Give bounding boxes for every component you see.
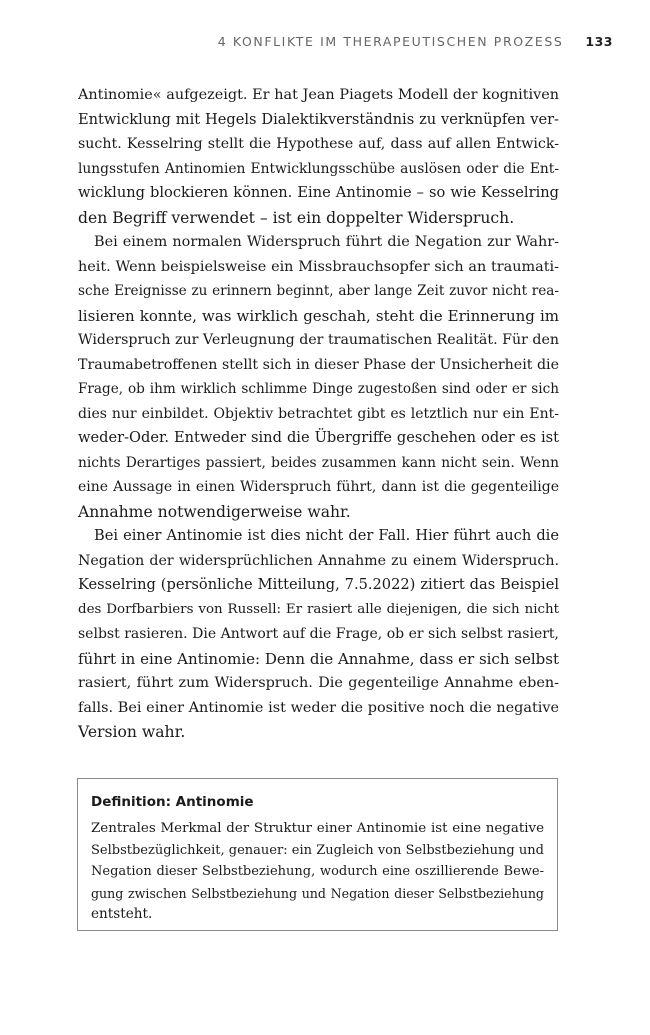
- definition-text: [91, 818, 544, 926]
- text-line: Bei einem normalen Widerspruch führt die Negation zur Wahr-: [94, 234, 559, 250]
- body-text: [78, 83, 559, 745]
- definition-line: entsteht.: [91, 906, 153, 922]
- text-line: wicklung blockieren können. Eine Antinomie – so wie Kesselring: [78, 184, 559, 201]
- text-line: sucht. Kesselring stellt die Hypothese auf, dass auf allen Entwick-: [78, 136, 559, 152]
- text-line: Annahme notwendigerweise wahr.: [78, 502, 351, 521]
- text-line: lungsstufen Antinomien Entwicklungsschübe auslösen oder die Ent-: [78, 160, 559, 177]
- text-line: Version wahr.: [78, 723, 186, 741]
- text-line: Antinomie« aufgezeigt. Er hat Jean Piagets Modell der kognitiven: [78, 87, 559, 103]
- text-line: eine Aussage in einen Widerspruch führt, dann ist die gegenteilige: [78, 479, 559, 495]
- definition-line: Selbstbezüglichkeit, genauer: ein Zugleich von Selbstbeziehung und: [91, 842, 544, 858]
- text-line: Kesselring (persönliche Mitteilung, 7.5.2022) zitiert das Beispiel: [78, 576, 559, 593]
- text-line: Bei einer Antinomie ist dies nicht der Fall. Hier führt auch die: [94, 527, 559, 544]
- text-line: dies nur einbildet. Objektiv betrachtet gibt es letztlich nur ein Ent-: [78, 405, 559, 422]
- text-line: falls. Bei einer Antinomie ist weder die positive noch die negative: [78, 699, 559, 716]
- definition-line: Negation dieser Selbstbeziehung, wodurch eine oszillierende Bewe-: [91, 864, 544, 879]
- chapter-title: 4 KONFLIKTE IM THERAPEUTISCHEN PROZESS: [217, 34, 564, 49]
- text-line: heit. Wenn beispielsweise ein Missbrauchsopfer sich an traumati-: [78, 258, 559, 275]
- text-line: des Dorfbarbiers von Russell: Er rasiert alle diejenigen, die sich nicht: [78, 601, 559, 617]
- text-line: weder-Oder. Entweder sind die Übergriffe geschehen oder es ist: [78, 429, 559, 446]
- page-number: 133: [585, 34, 613, 49]
- text-line: rasiert, führt zum Widerspruch. Die gegenteilige Annahme eben-: [78, 675, 559, 691]
- text-line: den Begriff verwendet – ist ein doppelter Widerspruch.: [78, 208, 515, 227]
- text-line: führt in eine Antinomie: Denn die Annahme, dass er sich selbst: [78, 649, 559, 668]
- text-line: Negation der widersprüchlichen Annahme zu einem Widerspruch.: [78, 552, 559, 569]
- running-head: [218, 34, 613, 49]
- text-line: selbst rasieren. Die Antwort auf die Frage, ob er sich selbst rasiert,: [78, 626, 559, 642]
- text-line: sche Ereignisse zu erinnern beginnt, aber lange Zeit zuvor nicht rea-: [78, 283, 559, 299]
- text-line: lisieren konnte, was wirklich geschah, steht die Erinnerung im: [78, 306, 559, 325]
- text-line: Entwicklung mit Hegels Dialektikverständnis zu verknüpfen ver-: [78, 110, 559, 128]
- text-line: Widerspruch zur Verleugnung der traumatischen Realität. Für den: [78, 332, 559, 348]
- text-line: Traumabetroffenen stellt sich in dieser Phase der Unsicherheit die: [78, 356, 559, 373]
- definition-box: [77, 778, 558, 931]
- text-line: Frage, ob ihm wirklich schlimme Dinge zugestoßen sind oder er sich: [78, 381, 559, 397]
- definition-title: Definition: Antinomie: [91, 794, 254, 810]
- text-line: nichts Derartiges passiert, beides zusammen kann nicht sein. Wenn: [78, 454, 559, 471]
- definition-line: gung zwischen Selbstbeziehung und Negation dieser Selbstbeziehung: [91, 885, 544, 901]
- definition-line: Zentrales Merkmal der Struktur einer Antinomie ist eine negative: [91, 821, 544, 836]
